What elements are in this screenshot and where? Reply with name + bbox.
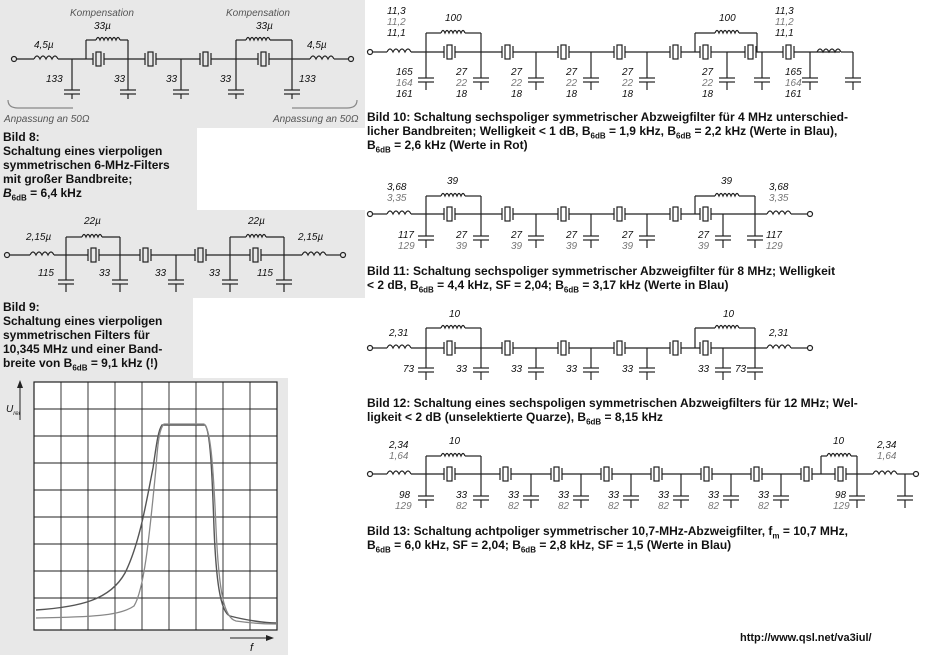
bild11-caption-line: Bild 11: Schaltung sechspoliger symmetrischer Abzweigfilter für 8 MHz; Welligkeit: [367, 264, 836, 278]
bild9-caption: [3, 300, 163, 373]
bild13-cap-mid: 33: [658, 490, 670, 501]
bild9-ind-komp-left: 22µ: [84, 216, 101, 227]
bild8-cap-mid-3: 33: [220, 74, 232, 85]
bild10-cap-end-right-3: 161: [785, 89, 802, 100]
bild13-caption-part: B: [367, 538, 376, 552]
bild8-ind-right: 4,5µ: [307, 40, 327, 51]
bild11-cap-mid: 27: [566, 230, 578, 241]
bild10-cap-mid-group: [455, 67, 714, 100]
bild13-cap-mid-group: [456, 490, 770, 512]
bild10-cap-mid: 22: [456, 78, 468, 89]
bild9-ind-right: 2,15µ: [298, 232, 324, 243]
bild13-cap-mid: 33: [758, 490, 770, 501]
bild10-caption-line: [367, 138, 933, 155]
response-plot-panel: [0, 378, 288, 655]
bild11-schematic: [365, 172, 935, 262]
bild13-ind-end-left-2: 1,64: [389, 451, 409, 462]
bild10-cap-mid: 22: [511, 78, 523, 89]
bild13-caption-line: [367, 524, 933, 541]
bild13-caption-part: = 2,8 kHz, SF = 1,5 (Werte in Blau): [535, 538, 732, 552]
bild11-cap-mid: 27: [511, 230, 523, 241]
bild9-schematic-panel: [0, 210, 365, 298]
bild8-schematic-panel: [0, 0, 365, 128]
bild10-caption-sub: 6dB: [375, 145, 391, 155]
bild11-caption-sub: 6dB: [563, 285, 579, 295]
bild12-cap-mid: 33: [622, 364, 634, 375]
bild13-caption-line: [367, 538, 933, 555]
bild12-caption-part: = 8,15 kHz: [601, 410, 663, 424]
bild11-cap-end-right-2: 129: [766, 241, 783, 252]
bild11-caption: [367, 264, 933, 295]
bild10-cap-mid: 18: [566, 89, 578, 100]
bild10-cap-mid: 18: [456, 89, 468, 100]
bild13-ind-end-left-1: 2,34: [389, 440, 409, 451]
bild11-cap-mid: 39: [456, 241, 468, 252]
bild9-caption-label: Bild 9:: [3, 300, 40, 314]
bild12-caption-line: Bild 12: Schaltung eines sechspoligen symmetrischen Abzweigfilters für 12 MHz; Wel-: [367, 396, 858, 410]
bild13-cap-mid: 33: [558, 490, 570, 501]
bild8-caption-label: Bild 8:: [3, 130, 40, 144]
bild8-caption-value: = 6,4 kHz: [26, 186, 82, 200]
bild13-cap-mid: 82: [558, 501, 570, 512]
bild12-ind-komp-right: 10: [723, 309, 735, 320]
bild13-cap-mid: 33: [708, 490, 720, 501]
bild10-caption-line: [367, 124, 933, 141]
bild11-ind-end-left-1: 3,68: [387, 182, 407, 193]
bild12-cap-end-right: 73: [735, 364, 747, 375]
bild11-ind-end-right-1: 3,68: [769, 182, 789, 193]
bild9-cap-mid-2: 33: [155, 268, 167, 279]
plot-xlabel: f: [250, 642, 254, 654]
bild10-cap-mid: 22: [702, 78, 714, 89]
bild13-cap-mid: 33: [608, 490, 620, 501]
bild9-ind-komp-right: 22µ: [248, 216, 265, 227]
bild11-cap-mid: 27: [698, 230, 710, 241]
bild10-ind-komp-right: 100: [719, 13, 736, 24]
bild8-cap-mid-2: 33: [166, 74, 178, 85]
bild11-caption-line: [367, 278, 933, 295]
bild9-schematic: [0, 210, 365, 298]
bild11-cap-mid: 39: [622, 241, 634, 252]
bild8-caption-line: Schaltung eines vierpoligen: [3, 144, 163, 158]
bild8-cap-right: 133: [299, 74, 316, 85]
bild13-caption-sub: 6dB: [520, 545, 536, 555]
bild10-caption-part: = 1,9 kHz, B: [605, 124, 676, 138]
bild13-cap-mid: 33: [508, 490, 520, 501]
bild13-cap-end-right-2: 129: [833, 501, 850, 512]
bild10-cap-mid: 27: [456, 67, 468, 78]
bild13-ind-end-right-2: 1,64: [877, 451, 897, 462]
bild13-cap-mid: 82: [508, 501, 520, 512]
bild9-cap-left: 115: [38, 268, 54, 279]
bild9-caption-line: Schaltung eines vierpoligen: [3, 314, 163, 328]
bild9-caption-value: = 9,1 kHz (!): [87, 356, 158, 370]
bild12-cap-end-left: 73: [403, 364, 415, 375]
bild10-cap-mid: 18: [702, 89, 714, 100]
bild11-ind-komp-left: 39: [447, 176, 459, 187]
bild10-caption-part: B: [367, 138, 376, 152]
bild10-ind-end-right-1: 11,3: [775, 6, 794, 17]
bild10-cap-mid: 27: [566, 67, 578, 78]
bild10-cap-mid: 27: [511, 67, 523, 78]
bild11-ind-end-left-2: 3,35: [387, 193, 407, 204]
bild11-caption-sub: 6dB: [418, 285, 434, 295]
bild9-caption-prefix: breite von B: [3, 356, 73, 370]
bild9-caption-line: symmetrischen Filters für: [3, 328, 150, 342]
bild8-ind-komp-left: 33µ: [94, 21, 111, 32]
bild10-cap-mid: 22: [566, 78, 578, 89]
bild10-caption-part: = 2,2 kHz (Werte in Blau),: [691, 124, 838, 138]
bild8-caption-sub: 6dB: [11, 193, 27, 203]
bild10-caption-line: Bild 10: Schaltung sechspoliger symmetrischer Abzweigfilter für 4 MHz unterschied-: [367, 110, 848, 124]
bild10-cap-end-right-1: 165: [785, 67, 802, 78]
bild11-caption-part: = 4,4 kHz, SF = 2,04; B: [433, 278, 564, 292]
bild11-ind-komp-right: 39: [721, 176, 733, 187]
bild9-cap-mid-3: 33: [209, 268, 221, 279]
bild8-ind-komp-right: 33µ: [256, 21, 273, 32]
bild8-caption-line: mit großer Bandbreite;: [3, 172, 133, 186]
source-url[interactable]: http://www.qsl.net/va3iul/: [740, 632, 872, 644]
bild10-ind-end-3: 11,1: [387, 28, 406, 39]
bild11-ind-end-right-2: 3,35: [769, 193, 789, 204]
bild10-cap-mid: 22: [622, 78, 634, 89]
bild13-caption-part: Bild 13: Schaltung achtpoliger symmetrischer 10,7-MHz-Abzweigfilter, f: [367, 524, 773, 538]
bild12-cap-mid: 33: [698, 364, 710, 375]
bild10-caption-sub: 6dB: [590, 131, 606, 141]
bild10-ind-end-2: 11,2: [387, 17, 406, 28]
bild13-schematic: [365, 430, 935, 522]
bild8-caption-line: symmetrischen 6-MHz-Filters: [3, 158, 170, 172]
bild12-ind-end-right: 2,31: [769, 328, 789, 339]
bild8-caption-panel: [0, 128, 197, 210]
bild11-caption-part: < 2 dB, B: [367, 278, 419, 292]
bild9-caption-sub: 6dB: [72, 363, 88, 373]
bild13-cap-mid: 82: [608, 501, 620, 512]
bild13-cap-end-left-2: 129: [395, 501, 412, 512]
bild9-caption-line: 10,345 MHz und einer Band-: [3, 342, 163, 356]
bild11-cap-mid: 39: [511, 241, 523, 252]
bild13-cap-mid: 82: [758, 501, 770, 512]
bild10-cap-end-left-3: 161: [396, 89, 413, 100]
response-plot: [0, 378, 288, 655]
bild11-cap-end-left-1: 117: [398, 230, 414, 241]
bild8-cap-left: 133: [46, 74, 63, 85]
bild11-cap-mid: 39: [698, 241, 710, 252]
bild13-cap-mid: 82: [708, 501, 720, 512]
bild11-cap-mid: 27: [622, 230, 634, 241]
bild11-cap-mid: 39: [566, 241, 578, 252]
bild12-caption-line: [367, 410, 933, 427]
bild13-caption-part: = 10,7 MHz,: [779, 524, 848, 538]
bild13-cap-mid: 33: [456, 490, 468, 501]
bild13-ind-komp-left: 10: [449, 436, 461, 447]
bild10-cap-end-left-1: 165: [396, 67, 413, 78]
bild10-caption: [367, 110, 933, 155]
bild8-komp-right-label: Kompensation: [226, 8, 290, 19]
bild10-cap-mid: 27: [622, 67, 634, 78]
bild12-cap-mid: 33: [456, 364, 468, 375]
bild8-cap-mid-1: 33: [114, 74, 126, 85]
bild10-caption-part: = 2,6 kHz (Werte in Rot): [390, 138, 528, 152]
bild13-caption-part: = 6,0 kHz, SF = 2,04; B: [390, 538, 521, 552]
bild13-ind-end-right-1: 2,34: [877, 440, 897, 451]
bild11-caption-part: = 3,17 kHz (Werte in Blau): [579, 278, 729, 292]
bild9-cap-right: 115: [257, 268, 273, 279]
bild12-caption: [367, 396, 933, 427]
bild8-caption-b: B: [3, 186, 12, 200]
bild11-cap-end-left-2: 129: [398, 241, 415, 252]
bild10-cap-end-right-2: 164: [785, 78, 802, 89]
plot-ylabel: [6, 404, 21, 417]
bild13-ind-komp-right: 10: [833, 436, 845, 447]
bild12-ind-komp-left: 10: [449, 309, 461, 320]
bild10-schematic: [365, 0, 935, 108]
bild10-caption-part: licher Bandbreiten; Welligkeit < 1 dB, B: [367, 124, 591, 138]
bild10-cap-end-left-2: 164: [396, 78, 413, 89]
bild10-cap-mid: 27: [702, 67, 714, 78]
bild10-ind-end-right-2: 11,2: [775, 17, 794, 28]
bild13-cap-mid: 82: [456, 501, 468, 512]
bild9-caption-panel: [0, 298, 193, 378]
bild13-cap-end-left-1: 98: [399, 490, 411, 501]
bild9-caption-line: [3, 356, 162, 373]
y-axis-arrow-head: [17, 380, 23, 388]
bild10-ind-end-1: 11,3: [387, 6, 406, 17]
bild12-schematic: [365, 306, 935, 390]
plot-area: [34, 382, 277, 630]
bild10-cap-mid: 18: [511, 89, 523, 100]
bild13-caption-sub: 6dB: [375, 545, 391, 555]
bild13-cap-mid: 82: [658, 501, 670, 512]
bild8-ind-left: 4,5µ: [34, 40, 54, 51]
bild8-anpassung-left: Anpassung an 50Ω: [4, 114, 90, 125]
bild10-ind-komp-left: 100: [445, 13, 462, 24]
bild8-anpassung-right: Anpassung an 50Ω: [273, 114, 359, 125]
bild8-caption-line: [3, 186, 170, 203]
bild11-cap-mid: 27: [456, 230, 468, 241]
bild11-cap-end-right-1: 117: [766, 230, 782, 241]
bild12-cap-mid: 33: [511, 364, 523, 375]
bild10-caption-sub: 6dB: [676, 131, 692, 141]
bild8-schematic: [0, 0, 365, 128]
bild13-cap-end-right-1: 98: [835, 490, 847, 501]
bild9-cap-mid-1: 33: [99, 268, 111, 279]
plot-ylabel-main: U: [6, 404, 14, 415]
x-axis-arrow-head: [266, 635, 274, 641]
bild12-caption-sub: 6dB: [586, 417, 602, 427]
bild8-caption: [3, 130, 170, 203]
bild12-ind-end-left: 2,31: [389, 328, 409, 339]
bild8-komp-left-label: Kompensation: [70, 8, 134, 19]
bild12-caption-part: ligkeit < 2 dB (unselektierte Quarze), B: [367, 410, 587, 424]
bild10-cap-mid: 18: [622, 89, 634, 100]
bild10-ind-end-right-3: 11,1: [775, 28, 794, 39]
plot-ylabel-sub: rel: [13, 411, 20, 417]
bild13-caption-sub: m: [772, 531, 780, 541]
bild13-caption: [367, 524, 933, 555]
bild9-ind-left: 2,15µ: [26, 232, 52, 243]
bild12-cap-mid: 33: [566, 364, 578, 375]
bild11-cap-mid-group: [455, 230, 710, 252]
